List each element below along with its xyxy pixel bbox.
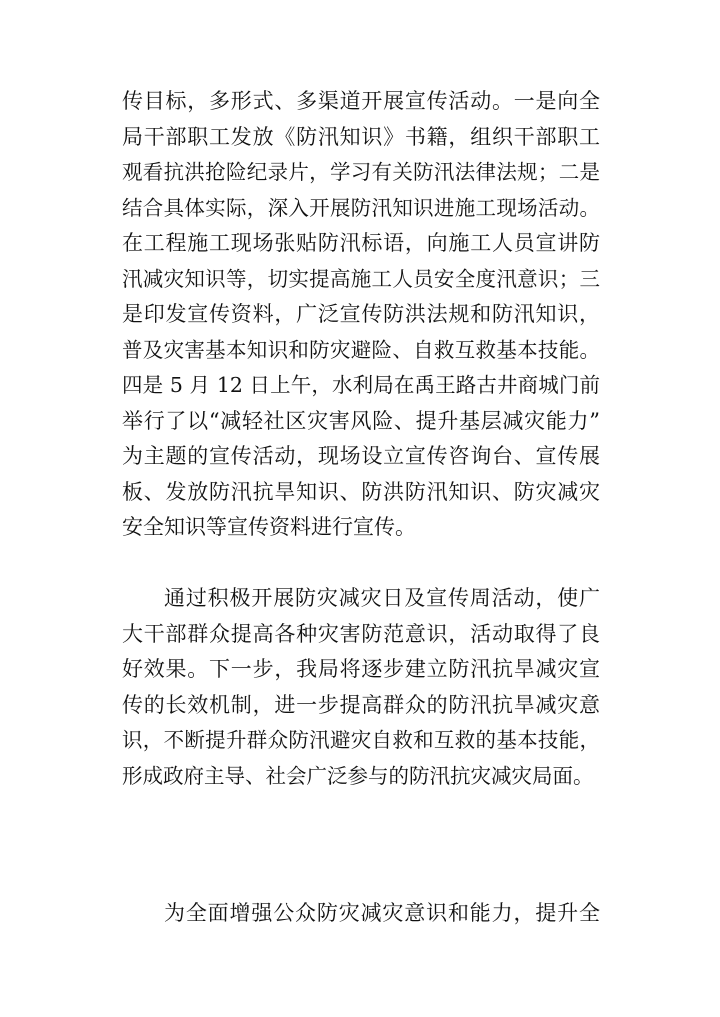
paragraph-line: 普及灾害基本知识和防灾避险、自救互救基本技能。 [122, 337, 600, 362]
paragraph-line: 汛减灾知识等，切实提高施工人员安全度汛意识；三 [122, 266, 600, 291]
paragraph-line: 是印发宣传资料，广泛宣传防洪法规和防汛知识， [122, 302, 600, 326]
paragraph-line: 好效果。下一步，我局将逐步建立防汛抗旱减灾宣 [122, 657, 600, 681]
paragraph-line: 结合具体实际，深入开展防汛知识进施工现场活动。 [122, 195, 600, 220]
paragraph-results-next-steps [122, 581, 600, 794]
paragraph-line: 举行了以“减轻社区灾害风险、提升基层减灾能力” [122, 408, 600, 433]
paragraph-line: 通过积极开展防灾减灾日及宣传周活动，使广 [164, 586, 600, 610]
paragraph-line: 为全面增强公众防灾减灾意识和能力，提升全 [164, 901, 600, 925]
paragraph-line: 大干部群众提高各种灾害防范意识，活动取得了良 [122, 621, 600, 646]
paragraph-line: 传目标，多形式、多渠道开展宣传活动。一是向全 [122, 89, 600, 113]
paragraph-publicity-activities [122, 84, 600, 546]
paragraph-line: 局干部职工发放《防汛知识》书籍，组织干部职工 [122, 124, 600, 149]
paragraph-line: 形成政府主导、社会广泛参与的防汛抗灾减灾局面。 [122, 763, 594, 788]
paragraph-line: 在工程施工现场张贴防汛标语，向施工人员宣讲防 [122, 231, 600, 255]
paragraph-line: 传的长效机制，进一步提高群众的防汛抗旱减灾意 [122, 692, 600, 717]
paragraph-line: 安全知识等宣传资料进行宣传。 [122, 515, 416, 539]
paragraph-line: 四是 5 月 12 日上午，水利局在禹王路古井商城门前 [122, 373, 600, 397]
paragraph-line: 观看抗洪抢险纪录片，学习有关防汛法律法规；二是 [122, 160, 600, 184]
paragraph-line: 为主题的宣传活动，现场设立宣传咨询台、宣传展 [122, 444, 600, 468]
paragraph-line: 识，不断提升群众防汛避灾自救和互救的基本技能， [122, 728, 600, 752]
paragraph-next-section-start [122, 896, 600, 932]
paragraph-line: 板、发放防汛抗旱知识、防洪防汛知识、防灾减灾 [122, 479, 600, 504]
